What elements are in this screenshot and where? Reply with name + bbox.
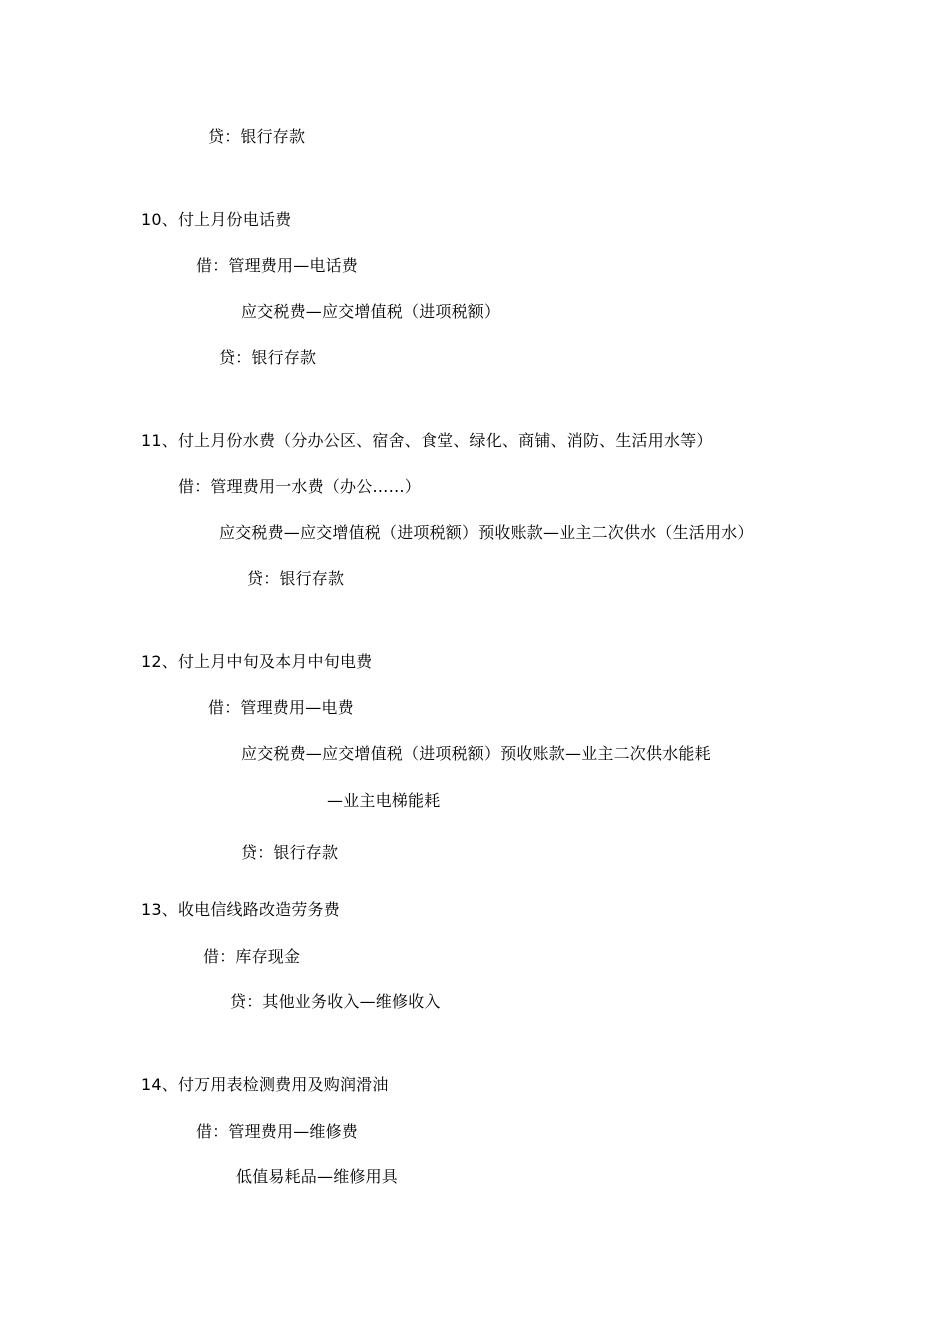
entry-heading: 11、付上月份水费（分办公区、宿舍、食堂、绿化、商铺、消防、生活用水等）: [141, 431, 713, 450]
entry-heading: 12、付上月中旬及本月中旬电费: [141, 652, 373, 671]
debit-line: 借：管理费用—电费: [208, 698, 354, 717]
credit-line: 贷：银行存款: [219, 348, 317, 367]
debit-subline: —业主电梯能耗: [327, 791, 441, 810]
debit-subline: 应交税费—应交增值税（进项税额）预收账款—业主二次供水（生活用水）: [219, 523, 754, 542]
debit-subline: 应交税费—应交增值税（进项税额）: [241, 302, 501, 321]
credit-line: 贷：银行存款: [247, 569, 345, 588]
credit-line: 贷：银行存款: [241, 843, 339, 862]
debit-line: 借：管理费用一水费（办公……）: [178, 477, 422, 496]
entry-heading: 14、付万用表检测费用及购润滑油: [141, 1075, 389, 1094]
debit-subline: 低值易耗品—维修用具: [236, 1167, 399, 1186]
debit-line: 借：管理费用—电话费: [196, 256, 359, 275]
entry-heading: 10、付上月份电话费: [141, 210, 292, 229]
entry-heading: 13、收电信线路改造劳务费: [141, 900, 340, 919]
credit-line: 贷：其他业务收入—维修收入: [230, 992, 441, 1011]
debit-line: 借：管理费用—维修费: [196, 1122, 359, 1141]
debit-subline: 应交税费—应交增值税（进项税额）预收账款—业主二次供水能耗: [241, 744, 711, 763]
debit-line: 借：库存现金: [203, 947, 301, 966]
credit-line: 贷：银行存款: [208, 127, 306, 146]
